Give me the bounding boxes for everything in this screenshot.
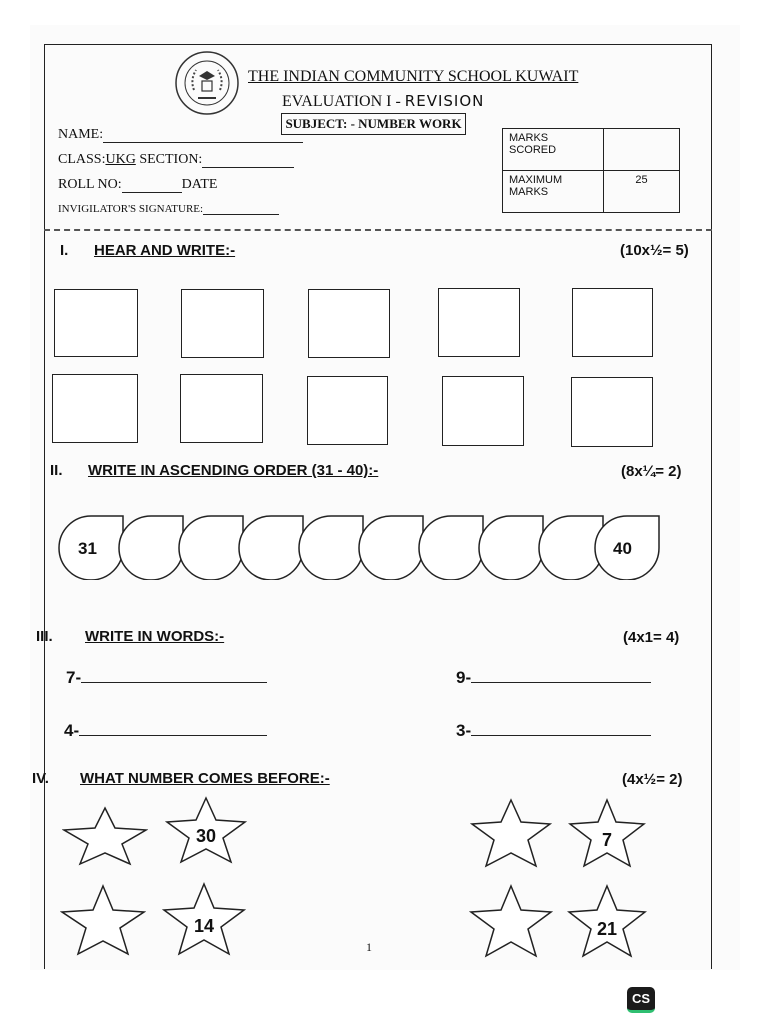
number-star-icon: [567, 884, 647, 958]
star-number: 7: [601, 830, 613, 850]
evaluation-title: [282, 92, 484, 111]
section-2-title: WRITE IN ASCENDING ORDER (31 - 40):-: [88, 462, 379, 479]
word-answer-line[interactable]: [79, 721, 267, 736]
answer-box[interactable]: [572, 288, 653, 357]
section-line[interactable]: [202, 155, 294, 168]
marks-label: MARKS: [509, 186, 549, 198]
section-3-score: (4x1= 4): [623, 629, 680, 646]
section-3-heading: [36, 628, 224, 645]
header-divider: [44, 229, 712, 231]
star-number: 21: [596, 919, 618, 939]
number-star-icon: [162, 882, 246, 956]
word-item-label: 3-: [456, 721, 472, 740]
word-answer-line[interactable]: [81, 668, 267, 683]
star-number: 30: [195, 826, 217, 846]
blank-star-icon[interactable]: [62, 806, 148, 866]
section-2-number: II.: [50, 462, 63, 479]
evaluation-label: EVALUATION I -: [282, 93, 405, 110]
maximum-label: MAXIMUM: [509, 174, 563, 186]
class-value: UKG: [105, 152, 136, 167]
section-1-number: I.: [60, 242, 69, 259]
answer-box[interactable]: [54, 289, 138, 357]
camscanner-badge-icon[interactable]: CS: [627, 987, 655, 1013]
section-4-number: IV.: [32, 770, 49, 787]
section-4-heading: [32, 770, 330, 787]
star-number: 14: [193, 916, 215, 936]
roll-label: ROLL NO:: [58, 177, 122, 192]
blank-star-icon[interactable]: [470, 798, 552, 868]
invigilator-field[interactable]: [58, 203, 279, 215]
word-answer-line[interactable]: [471, 721, 651, 736]
marks-table: [502, 128, 680, 213]
section-2-score: (8x¼= 2): [621, 463, 682, 480]
section-4-score: (4x½= 2): [622, 771, 683, 788]
number-star-icon: [165, 796, 247, 864]
roll-line[interactable]: [122, 180, 182, 193]
word-answer-line[interactable]: [471, 668, 651, 683]
section-3-number: III.: [36, 628, 53, 645]
maximum-marks-value: 25: [604, 171, 680, 213]
blank-star-icon[interactable]: [60, 884, 146, 956]
evaluation-handwritten: REVISION: [404, 92, 485, 110]
name-line[interactable]: [103, 130, 303, 143]
word-item-label: 4-: [64, 721, 80, 740]
section-1-score: (10x½= 5): [620, 242, 689, 259]
invigilator-line[interactable]: [203, 205, 279, 215]
ascending-order-drops[interactable]: [58, 514, 660, 580]
section-2-heading: [50, 462, 378, 479]
roll-field[interactable]: [58, 177, 217, 193]
page-border-right: [711, 44, 712, 969]
answer-box[interactable]: [438, 288, 520, 357]
school-seal-icon: [174, 50, 240, 116]
name-label: NAME:: [58, 127, 104, 142]
class-field[interactable]: [58, 152, 294, 168]
class-label: CLASS:: [58, 152, 106, 167]
word-item[interactable]: [66, 668, 267, 688]
invigilator-label: INVIGILATOR'S SIGNATURE:: [58, 203, 204, 215]
section-4-title: WHAT NUMBER COMES BEFORE:-: [80, 770, 330, 787]
section-1-heading: [60, 242, 235, 259]
page-border-top: [44, 44, 712, 45]
blank-star-icon[interactable]: [469, 884, 553, 958]
page-number: 1: [366, 940, 372, 954]
answer-box[interactable]: [181, 289, 264, 358]
section-3-title: WRITE IN WORDS:-: [85, 628, 225, 645]
page-border-left: [44, 44, 45, 969]
section-1-title: HEAR AND WRITE:-: [94, 242, 236, 259]
marks-scored-label: MARKS SCORED: [503, 129, 604, 171]
answer-box[interactable]: [52, 374, 138, 443]
word-item[interactable]: [456, 668, 651, 688]
ascending-first-number: 31: [78, 539, 97, 558]
word-item-label: 7-: [66, 668, 82, 687]
marks-scored-value[interactable]: [604, 129, 680, 171]
answer-box[interactable]: [180, 374, 263, 443]
number-star-icon: [568, 798, 646, 868]
answer-box[interactable]: [571, 377, 653, 447]
section-label: SECTION:: [135, 152, 203, 167]
school-name: THE INDIAN COMMUNITY SCHOOL KUWAIT: [248, 68, 579, 85]
name-field[interactable]: [58, 127, 303, 143]
date-label: DATE: [181, 177, 218, 192]
word-item-label: 9-: [456, 668, 472, 687]
ascending-last-number: 40: [613, 539, 632, 558]
answer-box[interactable]: [307, 376, 388, 445]
subject-box: SUBJECT: - NUMBER WORK: [281, 113, 466, 135]
answer-box[interactable]: [308, 289, 390, 358]
word-item[interactable]: [456, 721, 651, 741]
answer-box[interactable]: [442, 376, 524, 446]
maximum-marks-label: [503, 171, 604, 213]
word-item[interactable]: [64, 721, 267, 741]
